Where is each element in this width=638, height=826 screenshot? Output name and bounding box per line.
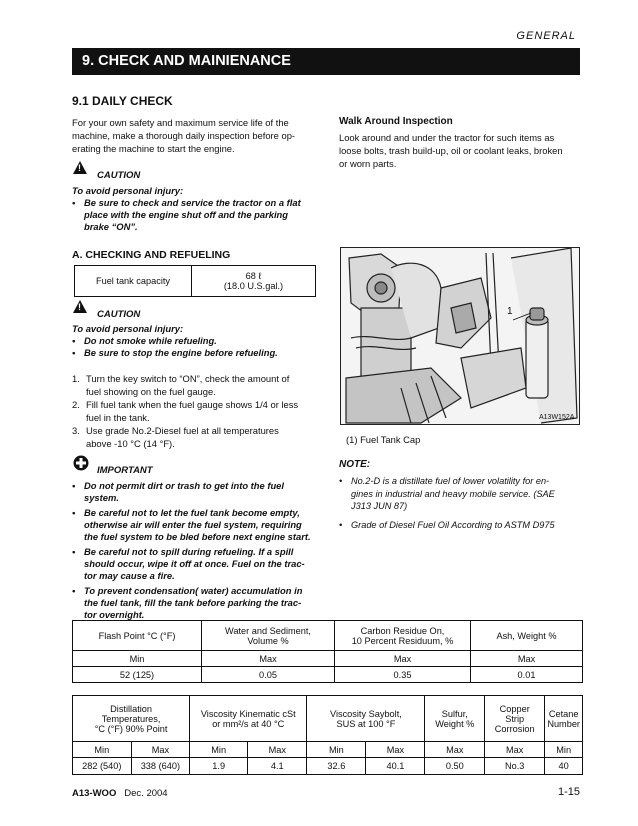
figure-code: A13W152A <box>539 414 575 421</box>
table-cell: Min <box>73 742 132 758</box>
table-header-cell: Flash Point °C (°F) <box>73 621 202 651</box>
note-block <box>339 475 584 531</box>
fuel-spec-table-1 <box>72 620 583 683</box>
chapter-title: 9. CHECK AND MAINIENANCE <box>72 48 580 75</box>
doc-code: A13-WOO <box>72 788 117 799</box>
section-label: GENERAL <box>516 30 576 42</box>
caution-block-2: To avoid personal injury: • Do not smoke while refueling. • Be sure to stop the engine before refueling. <box>72 323 334 359</box>
table-cell: Max <box>485 742 545 758</box>
table-header-row <box>73 621 583 651</box>
table-cell: Max <box>202 651 335 667</box>
caution-item: • Be sure to check and service the tractor on a flat place with the engine shut off and the parking brake “ON”. <box>72 197 334 233</box>
table-header-cell: Distillation Temperatures, °C (°F) 90% Point <box>73 696 190 742</box>
walk-around-heading: Walk Around Inspection <box>339 116 453 127</box>
table-cell: Min <box>190 742 248 758</box>
caution-warning-icon: ! <box>73 161 87 174</box>
doc-date: Dec. 2004 <box>124 788 168 799</box>
page-number: 1-15 <box>557 786 580 798</box>
table-cell: Max <box>471 651 583 667</box>
important-item: • Be careful not to spill during refueling. If a spill should occur, wipe it off at once. Fuel on the trac- tor may cause a fire. <box>72 546 334 582</box>
table-cell: 32.6 <box>307 758 366 775</box>
table-header-cell: Ash, Weight % <box>471 621 583 651</box>
table-cell: Min <box>73 651 202 667</box>
table-cell: 282 (540) <box>73 758 132 775</box>
footer-doc-info <box>72 788 168 799</box>
fuel-capacity-label: Fuel tank capacity <box>75 266 192 297</box>
table-row <box>73 742 583 758</box>
daily-check-heading: 9.1 DAILY CHECK <box>72 94 173 108</box>
fuel-capacity-table <box>74 265 316 297</box>
important-block <box>72 480 334 621</box>
table-header-cell: Sulfur, Weight % <box>425 696 485 742</box>
table-header-cell: Viscosity Saybolt, SUS at 100 °F <box>307 696 425 742</box>
table-row <box>73 651 583 667</box>
table-cell: 0.01 <box>471 667 583 683</box>
note-item: • No.2-D is a distillate fuel of lower volatility for en- gines in industrial and heavy mobile service. (SAE J313 JUN 87) <box>339 475 584 513</box>
important-item: • To prevent condensation( water) accumulation in the fuel tank, fill the tank before parking the trac- tor overnight. <box>72 585 334 621</box>
important-label: IMPORTANT <box>97 465 153 476</box>
step-item: 1. Turn the key switch to “ON”, check the amount of fuel showing on the fuel gauge. <box>72 373 290 397</box>
table-cell: 338 (640) <box>131 758 190 775</box>
caution-label: CAUTION <box>97 170 141 181</box>
table-cell: Max <box>366 742 425 758</box>
table-cell: 0.35 <box>335 667 471 683</box>
table-cell: Max <box>335 651 471 667</box>
important-item: • Do not permit dirt or trash to get into the fuel system. <box>72 480 334 504</box>
table-header-cell: Carbon Residue On, 10 Percent Residuum, % <box>335 621 471 651</box>
table-cell: 40 <box>545 758 583 775</box>
engine-drawing <box>341 248 580 425</box>
daily-check-intro: For your own safety and maximum service life of the machine, make a thorough daily inspection before op- erating the machine to start the engine. <box>72 117 296 154</box>
figure-caption: (1) Fuel Tank Cap <box>346 434 421 445</box>
table-row <box>73 667 583 683</box>
step-item: 2. Fill fuel tank when the fuel gauge shows 1/4 or less fuel in the tank. <box>72 399 299 423</box>
step-item: 3. Use grade No.2-Diesel fuel at all temperatures above -10 °C (14 °F). <box>72 425 279 449</box>
fuel-capacity-value: 68 ℓ (18.0 U.S.gal.) <box>192 266 316 297</box>
table-header-cell: Cetane Number <box>545 696 583 742</box>
table-cell: Min <box>307 742 366 758</box>
caution-block-1: To avoid personal injury: • Be sure to check and service the tractor on a flat place with the engine shut off and the parking brake “ON”. <box>72 185 334 233</box>
table-cell: 52 (125) <box>73 667 202 683</box>
table-cell: No.3 <box>485 758 545 775</box>
important-item: • Be careful not to let the fuel tank become empty, otherwise air will enter the fuel system, requiring the fuel system to be bled before next engine start. <box>72 507 334 543</box>
fuel-spec-table-2 <box>72 695 583 775</box>
table-cell: Min <box>545 742 583 758</box>
caution-item: • Do not smoke while refueling. <box>72 335 334 347</box>
refuel-steps <box>72 372 332 450</box>
walk-around-text: Look around and under the tractor for such items as loose bolts, trash build-up, oil or coolant leaks, broken or worn parts. <box>339 132 563 169</box>
fuel-cap-callout: 1 <box>507 306 513 317</box>
table-cell: Max <box>131 742 190 758</box>
table-header-cell: Copper Strip Corrosion <box>485 696 545 742</box>
caution-item: • Be sure to stop the engine before refueling. <box>72 347 334 359</box>
caution-label: CAUTION <box>97 309 141 320</box>
note-label: NOTE: <box>339 459 371 470</box>
table-cell: Max <box>425 742 485 758</box>
table-cell: 40.1 <box>366 758 425 775</box>
table-cell: 0.05 <box>202 667 335 683</box>
table-cell: Max <box>248 742 307 758</box>
table-cell: 1.9 <box>190 758 248 775</box>
table-cell: 0.50 <box>425 758 485 775</box>
caution-warning-icon: ! <box>73 300 87 313</box>
table-cell: 4.1 <box>248 758 307 775</box>
note-item: • Grade of Diesel Fuel Oil According to ASTM D975 <box>339 519 584 532</box>
refueling-heading: A. CHECKING AND REFUELING <box>72 249 231 261</box>
table-header-row <box>73 696 583 742</box>
table-header-cell: Viscosity Kinematic cSt or mm²/s at 40 °C <box>190 696 307 742</box>
important-plus-icon <box>73 455 89 476</box>
table-header-cell: Water and Sediment, Volume % <box>202 621 335 651</box>
table-row <box>73 758 583 775</box>
engine-fuel-tank-illustration <box>340 247 580 425</box>
